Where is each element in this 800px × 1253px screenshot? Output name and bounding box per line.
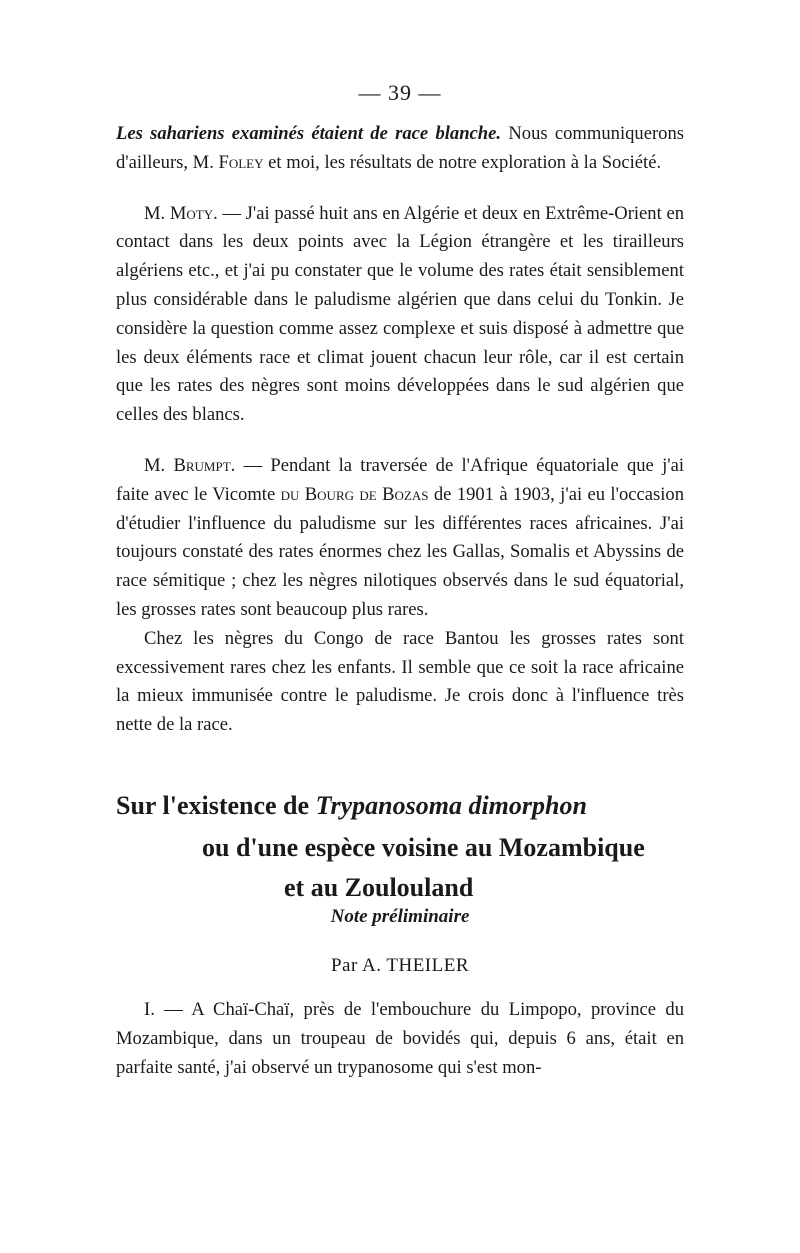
paragraph-gap <box>116 430 684 452</box>
title-line-3: et au Zoulouland <box>284 873 474 902</box>
paragraph-moty <box>116 200 684 430</box>
title-line-1 <box>116 788 587 824</box>
article-author: Par A. THEILER <box>330 955 470 976</box>
species-name: Trypanosoma dimorphon <box>315 791 587 820</box>
discussion-text <box>116 120 684 740</box>
italic-sentence: Les sahariens examinés étaient de race blanche. <box>116 123 502 144</box>
name-bourg-de-bozas: du Bourg de Bozas <box>280 483 429 505</box>
title-text: Sur l'existence de <box>116 791 316 820</box>
article-body <box>116 996 684 1082</box>
page-number: — 39 — <box>358 80 442 105</box>
article-paragraph-1: I. — A Chaï-Chaï, près de l'embouchure du Limpopo, province du Mozambique, dans un troupeau de bovidés qui, depuis 6 ans, était en parfaite santé, j'ai observé un trypanosome qui s'est mon- <box>116 999 684 1078</box>
paragraph-text: — Pendant la traversée de l'Afrique équatoriale que j'ai faite avec le Vicomte <box>116 454 685 505</box>
paragraph-sahariens <box>116 120 684 178</box>
paragraph-text: Nous communiquerons d'ailleurs, M. <box>116 123 684 173</box>
name-foley: Foley <box>218 151 264 173</box>
paragraph-brumpt <box>116 452 684 625</box>
speaker-brumpt: M. Brumpt. <box>144 454 236 476</box>
speaker-moty: M. Moty. <box>144 202 218 224</box>
paragraph-text: de 1901 à 1903, j'ai eu l'occasion d'étudier l'influence du paludisme sur les différentes races africaines. J'ai toujours constaté des rates énormes chez les Gallas, Somalis et Abyssins de race sémitique ; chez les nègres nilotiques observés dans le sud équatorial, les grosses rates sont beaucoup plus rares. <box>116 483 685 620</box>
paragraph-text: — J'ai passé huit ans en Algérie et deux en Extrême-Orient en contact dans les deux points avec la Légion étrangère et les tirailleurs algériens etc., et j'ai pu constater que le volume des rates était sensiblement plus considérable dans le paludisme algérien que dans celui du Tonkin. Je considère la question comme assez complexe et suis disposé à admettre que les deux éléments race et climat jouent chacun leur rôle, car il est certain que les rates des nègres sont moins développées dans le sud algérien que celles des blancs. <box>116 202 684 426</box>
paragraph-gap <box>116 178 684 200</box>
paragraph-text: et moi, les résultats de notre exploration à la Société. <box>263 151 662 173</box>
paragraph-congo: Chez les nègres du Congo de race Bantou les grosses rates sont excessivement rares chez les enfants. Il semble que ce soit la race africaine la mieux immunisée contre le paludisme. Je crois donc à l'influence très nette de la race. <box>116 627 684 736</box>
title-line-2: ou d'une espèce voisine au Mozambique <box>202 833 645 862</box>
article-subtitle: Note préliminaire <box>330 906 470 927</box>
